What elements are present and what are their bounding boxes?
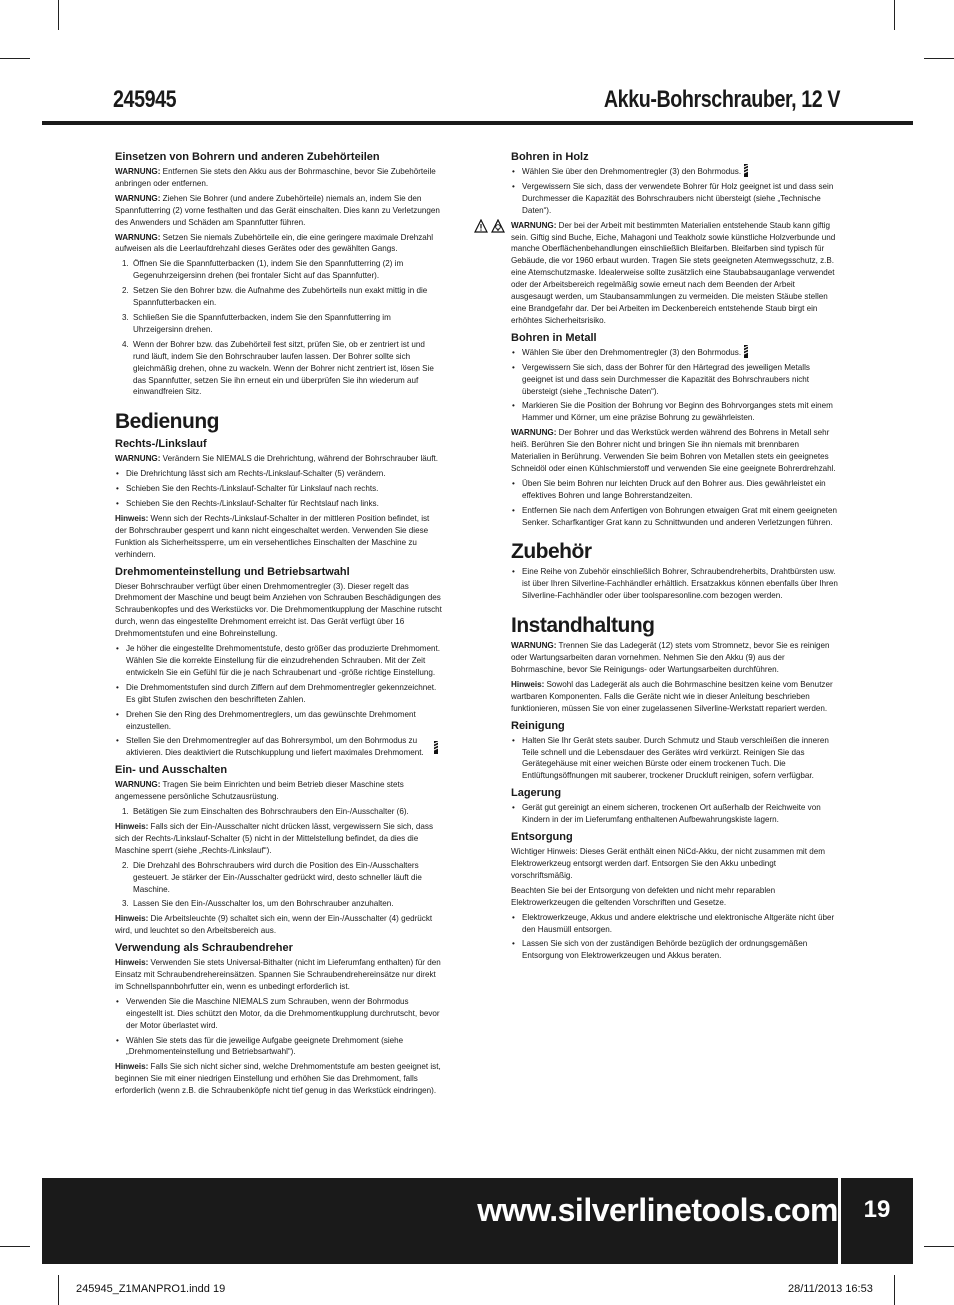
page-number: 19 bbox=[863, 1196, 891, 1223]
warning-paragraph: WARNUNG: Setzen Sie niemals Zubehörteile ein, die eine geringere maximale Drehzahl aufweisen als die Leerlaufdrehzahl dieses Gerätes oder des gewählten Gangs. bbox=[115, 232, 434, 254]
list-item: • Vergewissern Sie sich, dass der Bohrer für den Härtegrad des jeweiligen Metalls geeignet ist und dass sein Durchmesser die Kapazität des Bohrschraubers nicht übersteigt (siehe „Technische Daten“). bbox=[511, 362, 838, 398]
page-header bbox=[113, 86, 840, 116]
note-paragraph: Hinweis: Die Arbeitsleuchte (9) schaltet sich ein, wenn der Ein-/Ausschalter (4) gedrückt wird, und leuchtet so den Arbeitsbereich aus. bbox=[115, 914, 433, 936]
footer-band bbox=[42, 1178, 913, 1264]
note-paragraph: Hinweis: Wenn sich der Rechts-/Linkslauf-Schalter in der mittleren Position befindet, ist der Bohrschrauber gesperrt und kann nicht eingeschaltet werden. Verwenden Sie diese Funktion als Sicherheitssperre, um ein versehentliches Einschalten der Maschine zu verhindern. bbox=[115, 513, 430, 559]
bullet-list bbox=[115, 996, 442, 1059]
section-heading: Ein- und Ausschalten bbox=[115, 764, 228, 777]
website-link[interactable]: www.silverlinetools.com bbox=[477, 1192, 838, 1228]
crop-mark bbox=[894, 1275, 895, 1305]
warning-paragraph: WARNUNG: Der Bohrer und das Werkstück werden während des Bohrens in Metall sehr heiß. Berühren Sie den Bohrer nicht und bringen Sie ihn niemals mit brennbaren Materialien in Berührung. Verwenden Sie beim Bohren von Metallen stets ein geeignetes Schneidöl oder einen Kühlschmierstoff und verwenden Sie eine geeignete Bohrerdrehzahl. bbox=[511, 428, 836, 473]
bullet-list bbox=[511, 912, 838, 963]
note-paragraph: Hinweis: Sowohl das Ladegerät als auch die Bohrmaschine besitzen keine vom Benutzer wartbaren Komponenten. Falls die Geräte nicht wie in dieser Anleitung beschrieben funktionieren, müssen Sie von einer zugelassenen Silverline-Werkstatt repariert werden. bbox=[511, 679, 833, 713]
section-heading: Rechts-/Linkslauf bbox=[115, 438, 207, 451]
crop-mark bbox=[924, 58, 954, 59]
list-item: • Markieren Sie die Position der Bohrung vor Beginn des Bohrvorganges stets mit einem Hammer und Körner, um eine präzise Bohrung zu gewährleisten. bbox=[511, 400, 838, 424]
numbered-steps bbox=[115, 860, 442, 911]
warning-paragraph: WARNUNG: Verändern Sie NIEMALS die Drehrichtung, während der Bohrschrauber läuft. bbox=[115, 454, 439, 464]
note-paragraph: Hinweis: Falls sich der Ein-/Ausschalter nicht drücken lässt, vergewissern Sie sich, dass sich der Rechts-/Linkslauf-Schalter (5) nicht in der Mittelstellung befindet, da dies die Maschine sperrt (siehe „Rechts-/Linkslauf“). bbox=[115, 821, 434, 855]
section-heading: Verwendung als Schraubendreher bbox=[115, 942, 293, 955]
list-item: • Elektrowerkzeuge, Akkus und andere elektrische und elektronische Altgeräte nicht über den Hausmüll entsorgen. bbox=[511, 912, 838, 936]
bullet-list bbox=[115, 643, 442, 759]
list-item: • Die Drehmomentstufen sind durch Ziffern auf dem Drehmomentregler gekennzeichnet. Es gibt Stufen zwischen den beschrifteten Zahlen. bbox=[115, 682, 442, 706]
list-item: • Lassen Sie sich von der zuständigen Behörde bezüglich der ordnungsgemäßen Entsorgung von Elektrowerkzeugen und Akkus beraten. bbox=[511, 938, 838, 962]
chapter-heading: Zubehör bbox=[511, 540, 592, 564]
list-item: • Drehen Sie den Ring des Drehmomentreglers, um das gewünschte Drehmoment einzustellen. bbox=[115, 709, 442, 733]
list-item: 1. Betätigen Sie zum Einschalten des Bohrschraubers den Ein-/Ausschalter (6). bbox=[122, 807, 409, 817]
note-paragraph: Hinweis: Verwenden Sie stets Universal-Bithalter (nicht im Lieferumfang enthalten) für den Einsatz mit Schraubendrehereinsätzen. Spannen Sie Schraubendrehereinsätze nur direkt im Schnellspannbohrfutter ein, wenn es unbedingt erforderlich ist. bbox=[115, 958, 441, 991]
bullet-list bbox=[511, 347, 838, 424]
section-heading: Entsorgung bbox=[511, 831, 573, 844]
section-heading: Bohren in Holz bbox=[511, 151, 589, 163]
list-item: 3. Lassen Sie den Ein-/Ausschalter los, um den Bohrschrauber anzuhalten. bbox=[122, 899, 394, 909]
list-item: • Schieben Sie den Rechts-/Linkslauf-Schalter für Linkslauf nach rechts. bbox=[115, 483, 442, 495]
list-item: 2. Setzen Sie den Bohrer bzw. die Aufnahme des Zubehörteils nun exakt mittig in die Spannfutterbacken ein. bbox=[122, 286, 428, 308]
drill-bit-icon bbox=[742, 164, 750, 177]
bullet-list bbox=[511, 166, 838, 217]
print-slug-date: 28/11/2013 16:53 bbox=[788, 1283, 873, 1295]
list-item: 3. Schließen Sie die Spannfutterbacken, indem Sie den Spannfutterring im Uhrzeigersinn drehen. bbox=[122, 312, 391, 334]
list-item: • Halten Sie Ihr Gerät stets sauber. Durch Schmutz und Staub verschleißen die inneren Teile schnell und die Lebensdauer des Gerätes wird verkürzt. Reinigen Sie das Gerätegehäuse mit einer weichen Bürste oder einem trockenen Tuch. Die Entlüftungsöffnungen mit sauberer, trockener Druckluft reinigen, sofern verfügbar. bbox=[511, 735, 838, 783]
numbered-steps bbox=[115, 258, 442, 398]
list-item: • Stellen Sie den Drehmomentregler auf das Bohrersymbol, um den Bohrmodus zu aktivieren. Dies deaktiviert die Rutschkupplung und liefert maximales Drehmoment. bbox=[115, 735, 442, 759]
bullet-list bbox=[511, 478, 838, 529]
numbered-steps bbox=[115, 806, 442, 818]
chapter-heading: Bedienung bbox=[115, 410, 219, 434]
warning-paragraph: WARNUNG: Entfernen Sie stets den Akku aus der Bohrmaschine, bevor Sie Zubehörteile anbringen oder entfernen. bbox=[115, 167, 436, 188]
list-item: • Je höher die eingestellte Drehmomentstufe, desto größer das produzierte Drehmoment. Wählen Sie die korrekte Einstellung für die einzudrehenden Schrauben. Mit der Zeit entwickeln Sie ein Gefühl für die je nach Schraubenart und -größe richtige Einstellung. bbox=[115, 643, 442, 679]
crop-mark bbox=[58, 0, 59, 30]
warning-triangle-icon bbox=[474, 219, 506, 233]
list-item: 4. Wenn der Bohrer bzw. das Zubehörteil fest sitzt, prüfen Sie, ob er zentriert ist und rund läuft, indem Sie den Bohrschrauber laufen lassen. Der Bohrer sollte sich gleichmäßig drehen, ohne zu wackeln. Wenn der Bohrer nicht zentriert ist, lösen Sie das Spannfutter, setzen Sie ihn erneut ein und überprüfen Sie ihn wiederum auf einwandfreien Sitz. bbox=[122, 339, 434, 397]
crop-mark bbox=[58, 1275, 59, 1305]
list-item: • Eine Reihe von Zubehör einschließlich Bohrer, Schraubendreherbits, Drahtbürsten usw. ist über Ihren Silverline-Fachhändler erhältlich. Ersatzakkus können ebenfalls über Ihren Silverline-Fachhändler oder über toolsparesonline.com bezogen werden. bbox=[511, 566, 838, 602]
warning-paragraph: WARNUNG: Ziehen Sie Bohrer (und andere Zubehörteile) niemals an, indem Sie den Spannfutterring (2) vorne festhalten und das Gerät einschalten. Dies kann zu Verletzungen des Anwenders und Schäden am Spannfutter führen. bbox=[115, 193, 440, 227]
bullet-list bbox=[511, 566, 838, 602]
crop-mark bbox=[894, 0, 895, 30]
warning-paragraph: WARNUNG: Der bei der Arbeit mit bestimmten Materialien entstehende Staub kann giftig sein. Giftig sind Buche, Eiche, Mahagoni und Teakholz sowie künstliche Holzverbunde und manche Oberflächenbehandlungen einschließlich Bleifarben. Bleifarben sind typisch für Gebäude, die vor 1960 erbaut wurden. Tragen Sie stets geeigneten Atemwegsschutz, z.B. eine Atemschutzmaske. Idealerweise sollte zusätzlich eine Staubabsauganlage verwendet oder der Arbeitsbereich regelmäßig sowie erneut nach dem Beenden der Arbeit ausgesaugt werden, um Staubansammlungen zu vermeiden. Die meisten Stäube stellen eine Brandgefahr dar. Der bei Arbeiten im Deckenbereich entstehende Staub birgt ein erhöhtes Sicherheitsrisiko. bbox=[511, 220, 836, 325]
crop-mark bbox=[924, 1246, 954, 1247]
warning-paragraph: WARNUNG: Tragen Sie beim Einrichten und beim Betrieb dieser Maschine stets angemessene persönliche Schutzausrüstung. bbox=[115, 780, 404, 802]
crop-mark bbox=[0, 58, 30, 59]
print-slug-file: 245945_Z1MANPRO1.indd 19 bbox=[76, 1283, 226, 1295]
list-item: • Schieben Sie den Rechts-/Linkslauf-Schalter für Rechtslauf nach links. bbox=[115, 498, 442, 510]
bullet-list bbox=[115, 468, 442, 510]
list-item: • Wählen Sie über den Drehmomentregler (3) den Bohrmodus. bbox=[511, 166, 838, 178]
crop-mark bbox=[0, 1246, 30, 1247]
list-item: • Gerät gut gereinigt an einem sicheren, trockenen Ort außerhalb der Reichweite von Kindern in der im Lieferumfang enthaltenen Aufbewahrungskiste lagern. bbox=[511, 802, 838, 826]
list-item: • Vergewissern Sie sich, dass der verwendete Bohrer für Holz geeignet ist und dass sein Durchmesser die Kapazität des Bohrschraubers nicht übersteigt (siehe „Technische Daten“). bbox=[511, 181, 838, 217]
list-item: 2. Die Drehzahl des Bohrschraubers wird durch die Position des Ein-/Ausschalters gesteuert. Je stärker der Ein-/Ausschalter gedrückt wird, desto schneller läuft die Maschine. bbox=[122, 860, 422, 894]
warning-paragraph: WARNUNG: Trennen Sie das Ladegerät (12) stets vom Stromnetz, bevor Sie es reinigen oder Wartungsarbeiten daran vornehmen. Nehmen Sie den Akku (9) aus der Bohrmaschine, bevor Sie Reinigungs- oder Wartungsarbeiten durchführen. bbox=[511, 641, 830, 674]
section-heading: Reinigung bbox=[511, 719, 565, 732]
product-code: 245945 bbox=[113, 86, 177, 113]
section-heading: Lagerung bbox=[511, 787, 562, 800]
note-paragraph: Hinweis: Falls Sie sich nicht sicher sind, welche Drehmomentstufe am besten geeignet ist, beginnen Sie mit einer niedrigen Einstellung und erhöhen Sie das Drehmoment, falls erforderlich (wenn z.B. die Schraubenköpfe nicht tief genug in das Werkstück eindringen). bbox=[115, 1062, 441, 1096]
section-heading: Einsetzen von Bohrern und anderen Zubehörteilen bbox=[115, 151, 380, 163]
body-paragraph: Dieser Bohrschrauber verfügt über einen Drehmomentregler (3). Dieser regelt das Drehmoment der Maschine und beugt beim Anziehen von Schrauben Beschädigungen des Schraubenkopfes und des Werkstücks vor. Die Drehmomentkupplung der Maschine rutscht durch, wenn das eingestellte Drehmoment erreicht ist. Das Gerät verfügt über 16 Drehmomentstufen und eine Bohreinstellung. bbox=[115, 581, 442, 639]
drill-bit-icon bbox=[742, 345, 750, 358]
bullet-list bbox=[511, 735, 838, 783]
bullet-list bbox=[511, 802, 838, 826]
section-heading: Bohren in Metall bbox=[511, 331, 597, 344]
list-item: • Die Drehrichtung lässt sich am Rechts-/Linkslauf-Schalter (5) verändern. bbox=[115, 468, 442, 480]
list-item: • Wählen Sie stets das für die jeweilige Aufgabe geeignete Drehmoment (siehe „Drehmomenteinstellung und Betriebsartwahl“). bbox=[115, 1035, 442, 1059]
list-item: • Entfernen Sie nach dem Anfertigen von Bohrungen etwaigen Grat mit einem geeigneten Senker. Scharfkantiger Grat kann zu Schnittwunden und anderen Verletzungen führen. bbox=[511, 505, 838, 529]
header-rule bbox=[42, 121, 913, 125]
right-column bbox=[511, 151, 838, 965]
left-column bbox=[115, 151, 442, 1100]
chapter-heading: Instandhaltung bbox=[511, 614, 655, 638]
body-paragraph: Wichtiger Hinweis: Dieses Gerät enthält einen NiCd-Akku, der nicht zusammen mit dem Elektrowerkzeug entsorgt werden darf. Entsorgen Sie den Akku unbedingt vorschriftsmäßig. bbox=[511, 847, 825, 880]
list-item: • Üben Sie beim Bohren nur leichten Druck auf den Bohrer aus. Dies gewährleistet ein effektives Bohren und lange Bohrerstandzeiten. bbox=[511, 478, 838, 502]
section-heading: Drehmomenteinstellung und Betriebsartwahl bbox=[115, 565, 350, 578]
list-item: 1. Öffnen Sie die Spannfutterbacken (1), indem Sie den Spannfutterring (2) im Gegenuhrzeigersinn drehen (bei frontaler Sicht auf das Spannfutter). bbox=[122, 259, 404, 281]
drill-bit-icon bbox=[432, 741, 440, 754]
list-item: • Verwenden Sie die Maschine NIEMALS zum Schrauben, wenn der Bohrmodus eingestellt ist. Dies schützt den Motor, da die Drehmomentkupplung durchrutscht, bevor der Motor überlastet wird. bbox=[115, 996, 442, 1032]
page-title: Akku-Bohrschrauber, 12 V bbox=[603, 86, 840, 113]
list-item: • Wählen Sie über den Drehmomentregler (3) den Bohrmodus. bbox=[511, 347, 838, 359]
body-paragraph: Beachten Sie bei der Entsorgung von defekten und nicht mehr reparablen Elektrowerkzeugen die geltenden Vorschriften und Gesetze. bbox=[511, 885, 776, 907]
